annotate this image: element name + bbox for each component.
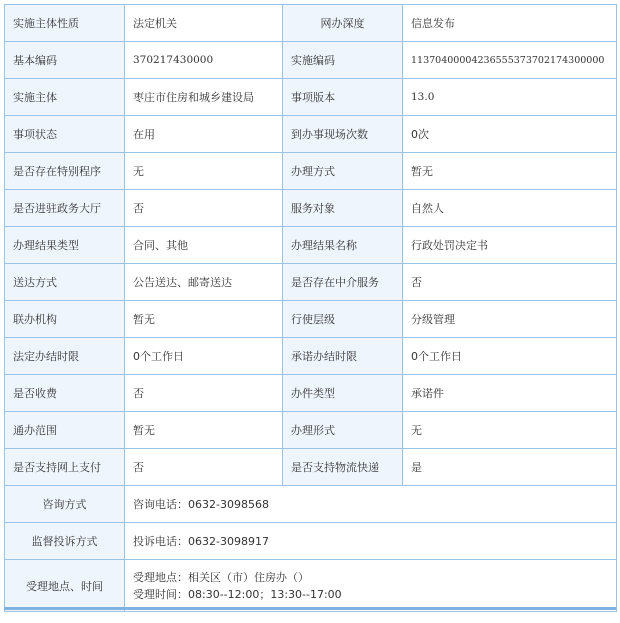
field-label: 办理结果名称	[283, 227, 403, 264]
field-value: 否	[125, 190, 283, 227]
complaint-value: 投诉电话：0632-3098917	[125, 523, 617, 560]
field-value: 否	[403, 264, 617, 301]
field-value: 无	[403, 412, 617, 449]
field-label: 事项状态	[5, 116, 125, 153]
table-row	[5, 116, 617, 153]
field-value: 枣庄市住房和城乡建设局	[125, 79, 283, 116]
table-row	[5, 264, 617, 301]
location-row	[5, 560, 617, 612]
field-value: 无	[125, 153, 283, 190]
field-label: 联办机构	[5, 301, 125, 338]
field-value: 承诺件	[403, 375, 617, 412]
field-label: 实施编码	[283, 42, 403, 79]
location-label: 受理地点、时间	[5, 560, 125, 612]
field-label: 承诺办结时限	[283, 338, 403, 375]
complaint-label: 监督投诉方式	[5, 523, 125, 560]
field-label: 实施主体性质	[5, 5, 125, 42]
field-value: 暂无	[403, 153, 617, 190]
field-label: 到办事现场次数	[283, 116, 403, 153]
field-label: 是否支持网上支付	[5, 449, 125, 486]
table-row	[5, 375, 617, 412]
field-label: 通办范围	[5, 412, 125, 449]
location-place: 受理地点：相关区（市）住房办（）	[133, 570, 309, 584]
field-label: 行使层级	[283, 301, 403, 338]
field-value: 否	[125, 375, 283, 412]
field-label: 网办深度	[283, 5, 403, 42]
field-value: 信息发布	[403, 5, 617, 42]
field-label: 送达方式	[5, 264, 125, 301]
field-value: 自然人	[403, 190, 617, 227]
table-row	[5, 190, 617, 227]
field-value: 暂无	[125, 301, 283, 338]
field-label: 法定办结时限	[5, 338, 125, 375]
table-row	[5, 42, 617, 79]
field-value: 11370400004236555373702174300000	[403, 42, 617, 79]
table-row	[5, 153, 617, 190]
field-value: 法定机关	[125, 5, 283, 42]
table-row	[5, 227, 617, 264]
field-value: 是	[403, 449, 617, 486]
table-row	[5, 412, 617, 449]
field-value: 0个工作日	[125, 338, 283, 375]
service-info-panel	[4, 4, 616, 612]
complaint-row	[5, 523, 617, 560]
field-value: 合同、其他	[125, 227, 283, 264]
consult-row	[5, 486, 617, 523]
field-label: 事项版本	[283, 79, 403, 116]
field-label: 实施主体	[5, 79, 125, 116]
location-time: 受理时间：08:30--12:00；13:30--17:00	[133, 587, 342, 601]
field-value: 0次	[403, 116, 617, 153]
table-row	[5, 79, 617, 116]
table-row	[5, 449, 617, 486]
field-label: 基本编码	[5, 42, 125, 79]
table-row	[5, 338, 617, 375]
field-label: 办理方式	[283, 153, 403, 190]
field-label: 办理结果类型	[5, 227, 125, 264]
field-value: 公告送达、邮寄送达	[125, 264, 283, 301]
field-label: 办件类型	[283, 375, 403, 412]
field-label: 是否进驻政务大厅	[5, 190, 125, 227]
field-label: 服务对象	[283, 190, 403, 227]
field-value: 在用	[125, 116, 283, 153]
field-label: 是否支持物流快递	[283, 449, 403, 486]
field-label: 是否存在中介服务	[283, 264, 403, 301]
field-value: 13.0	[403, 79, 617, 116]
consult-label: 咨询方式	[5, 486, 125, 523]
field-value: 暂无	[125, 412, 283, 449]
table-row	[5, 301, 617, 338]
consult-value: 咨询电话：0632-3098568	[125, 486, 617, 523]
field-value: 行政处罚决定书	[403, 227, 617, 264]
field-label: 是否收费	[5, 375, 125, 412]
field-label: 办理形式	[283, 412, 403, 449]
field-value: 370217430000	[125, 42, 283, 79]
field-value: 0个工作日	[403, 338, 617, 375]
field-value: 否	[125, 449, 283, 486]
service-info-table	[4, 4, 617, 612]
table-row	[5, 5, 617, 42]
field-label: 是否存在特别程序	[5, 153, 125, 190]
location-value	[125, 560, 617, 612]
table-bottom-border	[4, 607, 616, 610]
field-value: 分级管理	[403, 301, 617, 338]
